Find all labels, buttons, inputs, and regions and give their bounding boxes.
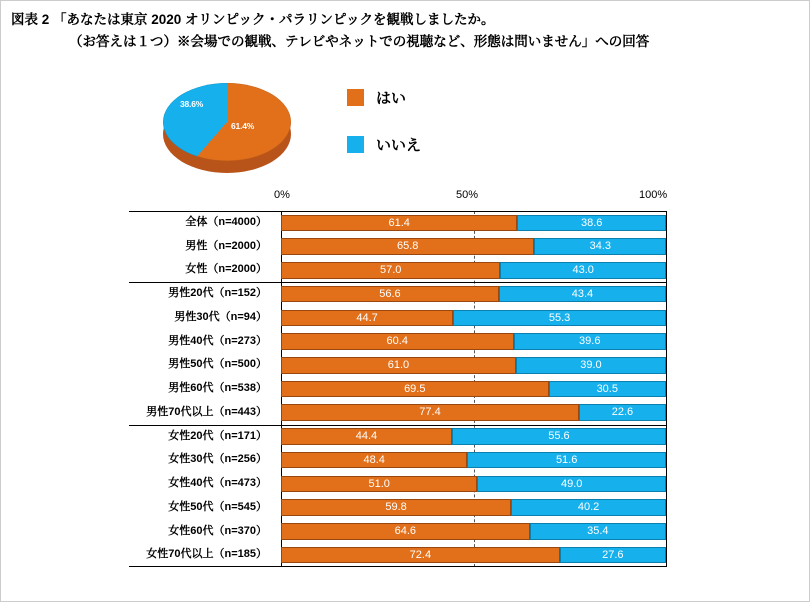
legend-item-yes xyxy=(347,87,421,108)
chart-plot-area xyxy=(129,211,691,567)
stacked-bar-chart xyxy=(129,189,691,571)
bar-value-yes: 64.6 xyxy=(394,525,417,538)
row-bar-track xyxy=(281,428,666,445)
legend xyxy=(347,87,421,181)
bar-value-no: 43.4 xyxy=(571,287,594,300)
row-category-label: 男性40代（n=273） xyxy=(168,334,267,347)
row-bar-track xyxy=(281,381,666,398)
row-bar-track xyxy=(281,357,666,374)
row-bar-track xyxy=(281,310,666,327)
chart-row xyxy=(129,258,691,282)
bar-value-yes: 69.5 xyxy=(404,382,426,395)
title-line-1: 図表 2 「あなたは東京 2020 オリンピック・パラリンピックを観戦しましたか。 xyxy=(11,12,495,27)
legend-swatch-no xyxy=(347,136,364,153)
row-category-label: 男性60代（n=538） xyxy=(168,382,267,395)
row-bar-track xyxy=(281,215,666,232)
legend-label-yes: はい xyxy=(376,90,407,107)
row-category-label: 男性70代以上（n=443） xyxy=(146,405,267,418)
bar-value-yes: 56.6 xyxy=(379,287,401,300)
bar-value-no: 22.6 xyxy=(611,406,634,419)
x-tick-100: 100% xyxy=(639,189,668,201)
bar-value-yes: 48.4 xyxy=(363,453,385,466)
bar-value-no: 40.2 xyxy=(577,501,600,514)
chart-row xyxy=(129,520,691,544)
bar-value-no: 55.6 xyxy=(548,430,570,443)
bar-value-no: 34.3 xyxy=(589,240,612,253)
row-bar-track xyxy=(281,333,666,350)
row-bar-track xyxy=(281,499,666,516)
bar-value-yes: 44.4 xyxy=(355,430,378,443)
row-category-label: 女性30代（n=256） xyxy=(168,453,267,466)
chart-row xyxy=(129,401,691,425)
bar-value-no: 27.6 xyxy=(602,548,624,561)
bar-value-yes: 51.0 xyxy=(368,477,390,490)
row-category-label: 男性50代（n=500） xyxy=(168,358,267,371)
row-bar-track xyxy=(281,523,666,540)
row-bar-track xyxy=(281,404,666,421)
chart-row xyxy=(129,211,691,235)
overall-pie-chart xyxy=(151,73,451,183)
pie-slices xyxy=(163,83,291,161)
bar-value-no: 35.4 xyxy=(587,525,609,538)
bar-value-no: 55.3 xyxy=(548,311,571,324)
pie-label-no: 38.6% xyxy=(180,99,204,109)
row-category-label: 男性20代（n=152） xyxy=(168,287,267,300)
bar-value-no: 49.0 xyxy=(560,477,583,490)
legend-swatch-yes xyxy=(347,89,364,106)
bar-value-yes: 60.4 xyxy=(386,335,408,348)
row-category-label: 男性30代（n=94） xyxy=(174,310,267,323)
chart-row xyxy=(129,377,691,401)
chart-row xyxy=(129,472,691,496)
chart-row xyxy=(129,235,691,259)
legend-item-no xyxy=(347,134,421,155)
legend-label-no: いいえ xyxy=(376,137,422,154)
pie-graphic xyxy=(151,73,301,173)
chart-row xyxy=(129,543,691,567)
row-category-label: 女性20代（n=171） xyxy=(168,429,267,442)
x-tick-50: 50% xyxy=(456,189,479,201)
row-category-label: 男性（n=2000） xyxy=(185,239,267,252)
chart-row xyxy=(129,425,691,449)
bar-value-no: 43.0 xyxy=(572,264,594,277)
bar-value-no: 38.6 xyxy=(580,216,603,229)
row-category-label: 女性60代（n=370） xyxy=(168,524,267,537)
bar-value-yes: 61.4 xyxy=(388,216,410,229)
bar-value-yes: 61.0 xyxy=(387,359,410,371)
bar-value-yes: 65.8 xyxy=(396,240,419,253)
chart-row xyxy=(129,330,691,354)
bar-value-no: 39.0 xyxy=(580,359,602,371)
row-bar-track xyxy=(281,476,666,493)
bar-value-no: 30.5 xyxy=(596,382,618,395)
row-category-label: 女性70代以上（n=185） xyxy=(146,548,267,561)
row-bar-track xyxy=(281,238,666,255)
chart-row xyxy=(129,353,691,377)
x-axis-labels xyxy=(129,189,691,205)
chart-row xyxy=(129,496,691,520)
chart-row xyxy=(129,306,691,330)
title-line-2: （お答えは１つ）※会場での観戦、テレビやネットでの視聴など、形態は問いません」への回答 xyxy=(69,34,650,49)
row-bar-track xyxy=(281,452,666,469)
bar-value-no: 39.6 xyxy=(579,335,601,348)
row-category-label: 全体（n=4000） xyxy=(185,216,267,228)
bar-value-yes: 72.4 xyxy=(409,548,432,561)
chart-row xyxy=(129,282,691,306)
bar-value-yes: 77.4 xyxy=(419,406,441,419)
row-category-label: 女性（n=2000） xyxy=(185,263,267,276)
row-category-label: 女性50代（n=545） xyxy=(168,500,267,513)
bar-value-yes: 44.7 xyxy=(356,311,378,324)
figure-title xyxy=(11,9,801,53)
x-tick-0: 0% xyxy=(274,189,290,201)
row-bar-track xyxy=(281,286,666,303)
chart-row xyxy=(129,448,691,472)
bar-value-yes: 59.8 xyxy=(385,501,407,514)
row-bar-track xyxy=(281,262,666,279)
row-bar-track xyxy=(281,547,666,564)
pie-label-yes: 61.4% xyxy=(231,121,255,131)
bar-value-no: 51.6 xyxy=(555,453,578,466)
row-category-label: 女性40代（n=473） xyxy=(168,477,267,490)
bar-value-yes: 57.0 xyxy=(380,264,402,277)
